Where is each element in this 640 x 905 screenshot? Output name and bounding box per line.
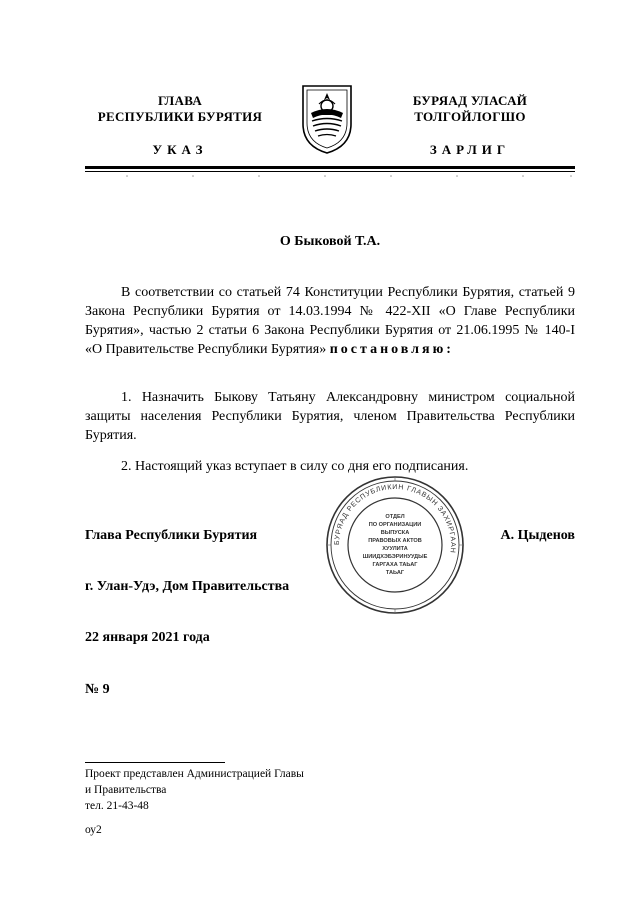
header-right-line2: ТОЛГОЙЛОГШО <box>414 109 526 124</box>
signatory-position: Глава Республики Бурятия <box>85 528 258 543</box>
header-right-block <box>365 93 575 125</box>
header-divider-thin <box>85 171 575 172</box>
footnote-line-1: Проект представлен Администрацией Главы <box>85 768 304 780</box>
footnote-line-3: тел. 21-43-48 <box>85 800 149 812</box>
signing-date: 22 января 2021 года <box>85 630 210 645</box>
preamble-paragraph <box>85 283 575 359</box>
stamp-line-5: ХУУЛИТА <box>382 546 408 552</box>
document-code: оу2 <box>85 824 102 836</box>
header-left-line2: РЕСПУБЛИКИ БУРЯТИЯ <box>97 109 263 124</box>
stamp-line-1: ОТДЕЛ <box>385 514 405 520</box>
footnote-line-2: и Правительства <box>85 784 167 796</box>
document-title: О Быковой Т.А. <box>279 234 381 249</box>
stamp-line-2: ПО ОРГАНИЗАЦИИ <box>368 522 422 528</box>
preamble-decree-word: постановляю: <box>329 342 454 357</box>
official-stamp <box>324 474 466 616</box>
footnote-block <box>85 766 304 814</box>
stamp-line-3: ВЫПУСКА <box>380 530 410 536</box>
stamp-line-7: ГАРГАХА ТАЬАГ <box>372 562 418 568</box>
decree-number: № 9 <box>85 682 110 697</box>
header-right-line1: БУРЯАД УЛАСАЙ <box>412 93 528 108</box>
header-dot-row <box>85 173 575 179</box>
stamp-line-8: ТАЬАГ <box>385 570 405 576</box>
header-divider-thick <box>85 166 575 169</box>
decree-item-1: 1. Назначить Быкову Татьяну Александровну министром социальной защиты населения Республики Бурятия, членом Правительства Республики Бурятия. <box>85 390 575 443</box>
decree-item-2: 2. Настоящий указ вступает в силу со дня его подписания. <box>121 459 469 474</box>
stamp-ring-text: БУРЯАД РЕСПУБЛИКИН ГЛАВЫН ЗАХИРГААН <box>333 483 457 554</box>
stamp-line-4: ПРАВОВЫХ АКТОВ <box>368 538 422 544</box>
header-left-block <box>80 93 280 125</box>
header-left-line1: ГЛАВА <box>157 93 203 108</box>
coat-of-arms-icon <box>297 80 357 156</box>
preamble-text: В соответствии со статьей 74 Конституции Республики Бурятия, статьей 9 Закона Республики Бурятия от 14.03.1994 № 422-XII «О Главе Республики Бурятия», частью 2 статьи 6 Закона Республики Бурятия от 21.06.1995 № 140-I «О Правительстве Республики Бурятия» <box>85 285 575 357</box>
header-right-doc-type: ЗАРЛИГ <box>429 142 511 157</box>
stamp-line-6: ШИИДХЭБЭРИНУУДЫЕ <box>362 554 428 560</box>
footnote-separator <box>85 762 225 763</box>
header-left-doc-type: УКАЗ <box>152 142 208 157</box>
signatory-name: А. Цыденов <box>500 528 575 543</box>
signing-place: г. Улан-Удэ, Дом Правительства <box>85 579 290 594</box>
